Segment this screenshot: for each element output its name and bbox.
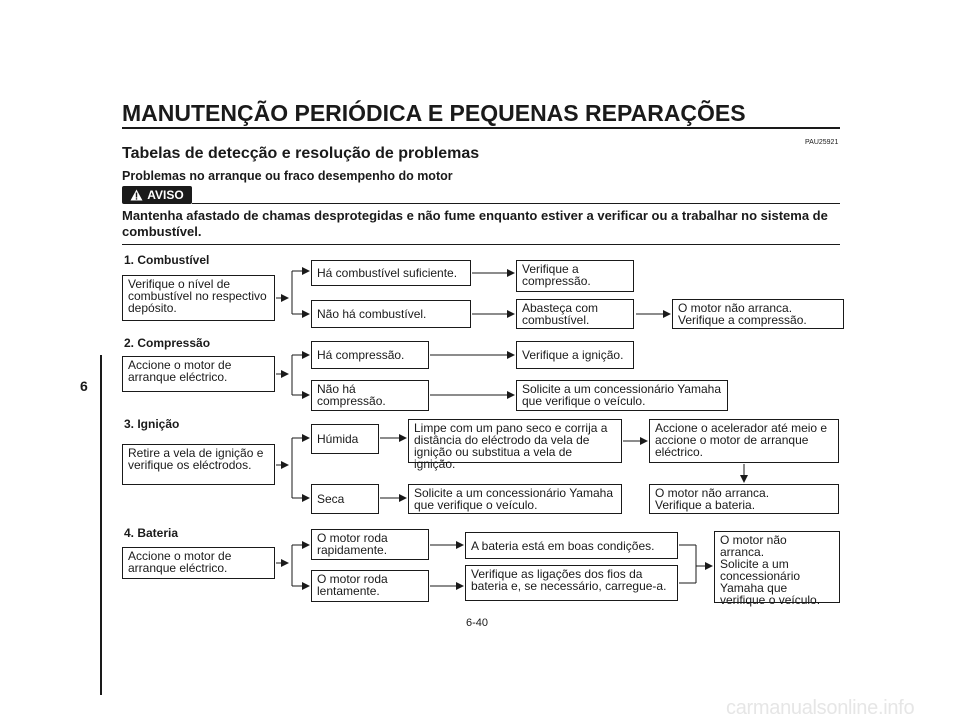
bateria-slow-action-box: Verifique as ligações dos fios da bateria e, se necessário, carregue-a. [465,565,678,601]
ignicao-wet-next-box: Accione o acelerador até meio e accione o motor de arranque eléctrico. [649,419,839,463]
compressao-check-box: Accione o motor de arranque eléctrico. [122,356,275,392]
page-number: 6-40 [466,617,489,629]
combustivel-check-box: Verifique o nível de combustível no respectivo depósito. [122,275,275,321]
combustivel-ok-box: Há combustível suficiente. [311,260,471,286]
subsection-title: Problemas no arranque ou fraco desempenho do motor [122,169,453,183]
bateria-slow-box: O motor roda lentamente. [311,570,429,602]
compressao-fail-action-box: Solicite a um concessionário Yamaha que verifique o veículo. [516,380,728,411]
footer-watermark: carmanualsonline.info [726,697,915,719]
ignicao-dry-box: Seca [311,484,379,514]
heading-ignicao: 3. Ignição [124,417,180,431]
compressao-fail-box: Não há compressão. [311,380,429,411]
compressao-ok-action-box: Verifique a ignição. [516,341,634,369]
warning-label: AVISO [147,188,184,202]
page-title: MANUTENÇÃO PERIÓDICA E PEQUENAS REPARAÇÕES [122,100,746,126]
bateria-check-box: Accione o motor de arranque eléctrico. [122,547,275,579]
ignicao-wet-action-box: Limpe com um pano seco e corrija a distância do eléctrodo da vela de ignição ou substitua a vela de ignição. [408,419,622,463]
chapter-number: 6 [80,378,88,394]
bateria-result-box: O motor não arranca. Solicite a um concessionário Yamaha que verifique o veículo. [714,531,840,603]
combustivel-fail-box: Não há combustível. [311,300,471,328]
heading-compressao: 2. Compressão [124,336,211,350]
ignicao-check-box: Retire a vela de ignição e verifique os eléctrodos. [122,444,275,485]
chapter-tab [64,355,102,695]
combustivel-fail-result-box: O motor não arranca. Verifique a compressão. [672,299,844,329]
combustivel-ok-action-box: Verifique a compressão. [516,260,634,292]
heading-combustivel: 1. Combustível [124,253,210,267]
heading-bateria: 4. Bateria [124,526,179,540]
document-code: PAU25921 [805,139,839,146]
ignicao-wet-box: Húmida [311,424,379,454]
combustivel-fail-action-box: Abasteça com combustível. [516,299,634,329]
section-title: Tabelas de detecção e resolução de problemas [122,145,480,162]
bateria-fast-action-box: A bateria está em boas condições. [465,532,678,559]
warning-text: Mantenha afastado de chamas desprotegidas e não fume enquanto estiver a verificar ou a trabalhar no sistema de combustível. [122,208,828,239]
ignicao-wet-result-box: O motor não arranca. Verifique a bateria. [649,484,839,514]
compressao-ok-box: Há compressão. [311,341,429,369]
ignicao-dry-action-box: Solicite a um concessionário Yamaha que verifique o veículo. [408,484,622,514]
bateria-fast-box: O motor roda rapidamente. [311,529,429,560]
